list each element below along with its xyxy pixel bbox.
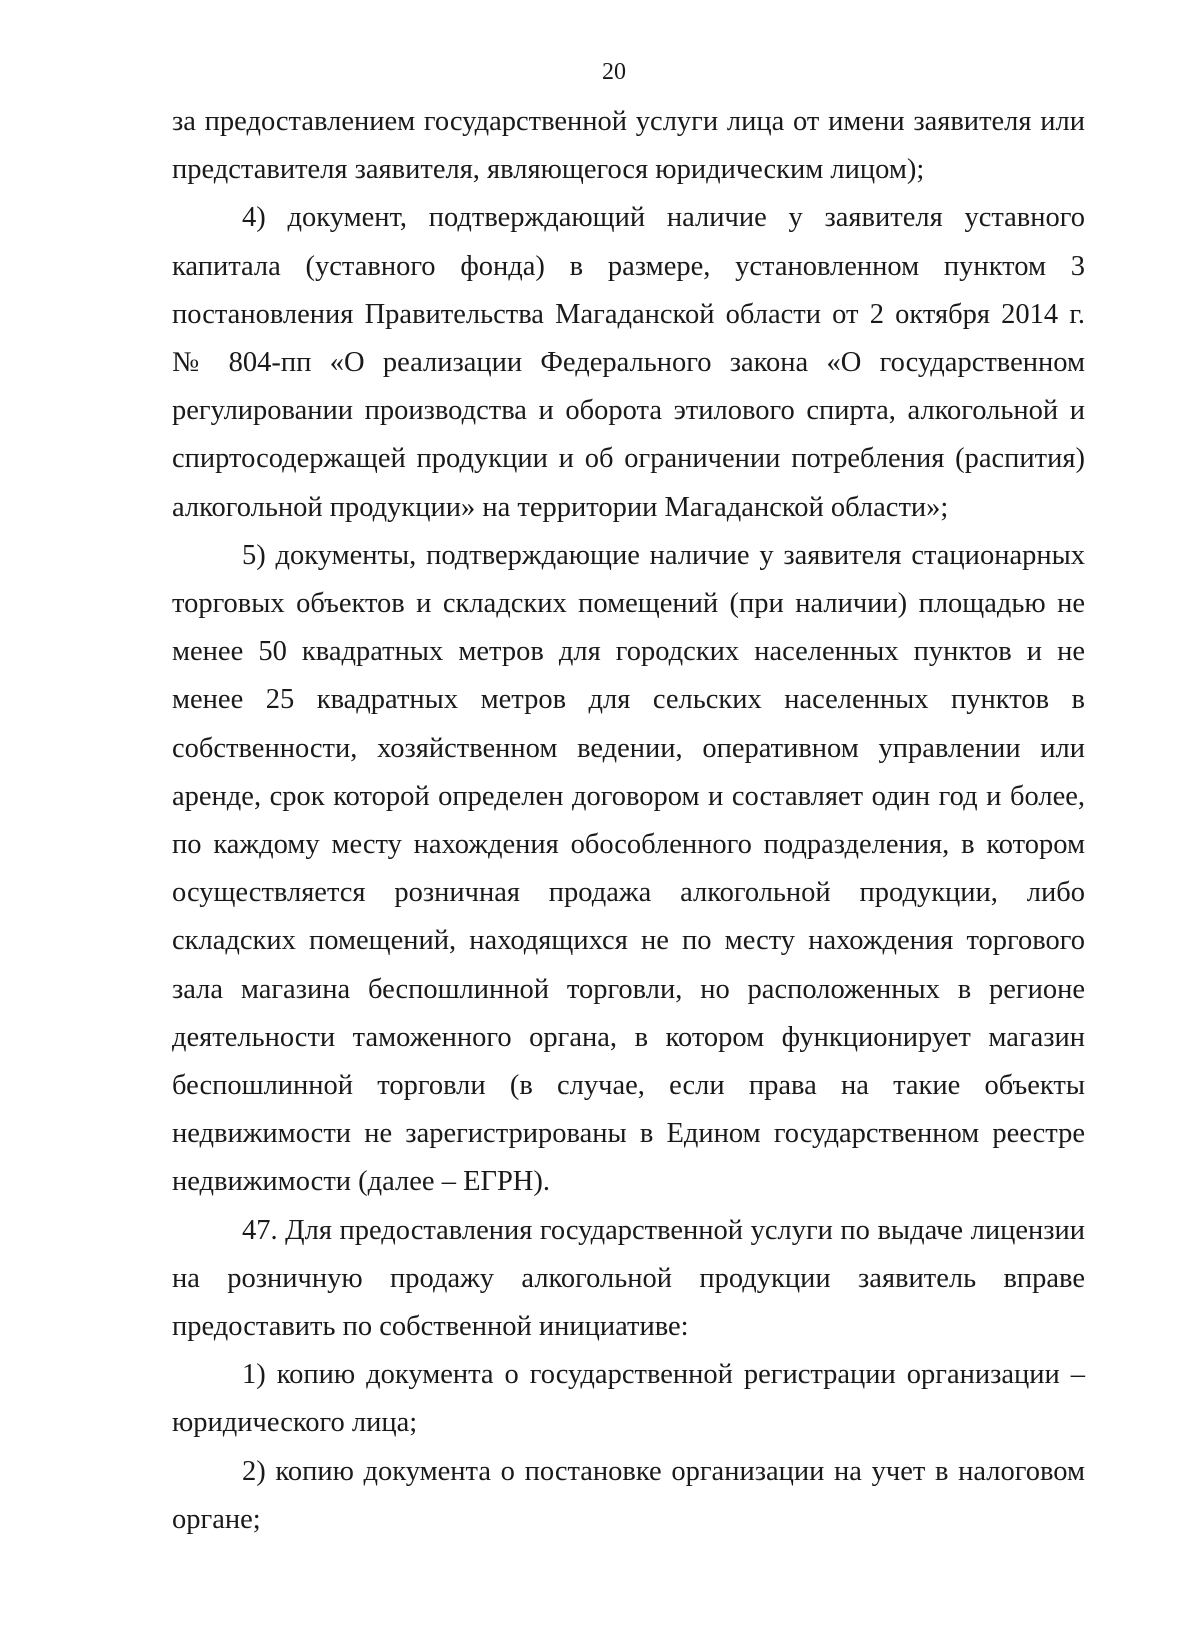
paragraph-section-47: 47. Для предоставления государственной услуги по выдаче лицензии на розничную продажу алкогольной продукции заявитель вправе предоставить по собственной инициативе: xyxy=(172,1214,1085,1343)
paragraph-continuation: за предоставлением государственной услуги лица от имени заявителя или представителя заявителя, являющегося юридическим лицом); xyxy=(172,106,1085,186)
paragraph-item-2: 2) копию документа о постановке организации на учет в налоговом органе; xyxy=(172,1455,1085,1535)
page-number: 20 xyxy=(602,59,626,85)
paragraph-item-1: 1) копию документа о государственной регистрации организации – юридического лица; xyxy=(172,1359,1085,1439)
paragraph-item-5: 5) документы, подтверждающие наличие у заявителя стационарных торговых объектов и складских помещений (при наличии) площадью не менее 50 квадратных метров для городских населенных пунктов и не менее 25 квадратных метров для сельских населенных пунктов в собственности, хозяйственном ведении, оперативном управлении или аренде, срок которой определен договором и составляет один год и более, по каждому месту нахождения обособленного подразделения, в котором осуществляется розничная продажа алкогольной продукции, либо складских помещений, находящихся не по месту нахождения торгового зала магазина беспошлинной торговли, но расположенных в регионе деятельности таможенного органа, в котором функционирует магазин беспошлинной торговли (в случае, если права на такие объекты недвижимости не зарегистрированы в Едином государственном реестре недвижимости (далее – ЕГРН). xyxy=(172,539,1085,1198)
document-body xyxy=(172,98,1085,1544)
paragraph-item-4: 4) документ, подтверждающий наличие у заявителя уставного капитала (уставного фонда) в размере, установленном пунктом 3 постановления Правительства Магаданской области от 2 октября 2014 г. № 804-пп «О реализации Федерального закона «О государственном регулировании производства и оборота этилового спирта, алкогольной и спиртосодержащей продукции и об ограничении потребления (распития) алкогольной продукции» на территории Магаданской области»; xyxy=(172,202,1085,523)
